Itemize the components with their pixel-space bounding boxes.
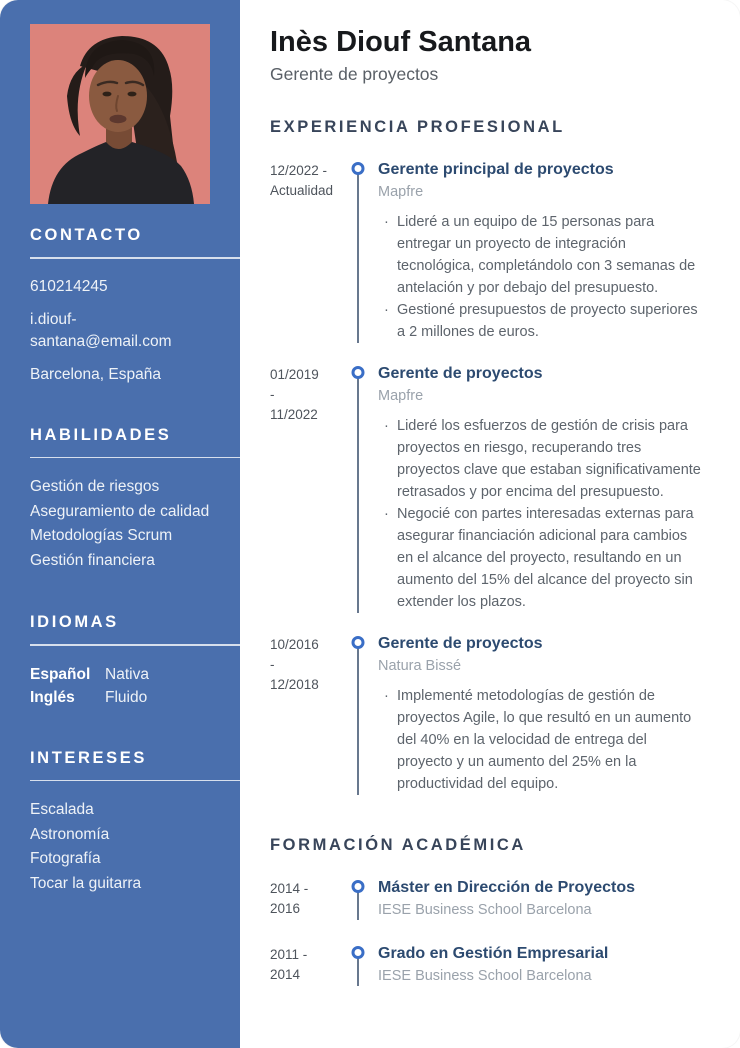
timeline-marker <box>346 160 370 343</box>
timeline-line <box>357 892 359 920</box>
language-level: Nativa <box>105 665 149 683</box>
timeline-dot <box>352 880 365 893</box>
person-name: Inès Diouf Santana <box>270 26 532 58</box>
entry-title: Gerente de proyectos <box>378 635 543 653</box>
timeline-line <box>357 648 359 795</box>
bullet-item: · Negocié con partes interesadas externas para asegurar financiación adicional para cambios en el alcance del proyecto, resultando en un aumento del 15% del alcance del proyecto sin extender los plazos. <box>378 503 706 613</box>
bullet-list <box>378 415 706 613</box>
timeline-dot <box>352 946 365 959</box>
timeline-dot <box>352 366 365 379</box>
entry-dates <box>270 364 346 613</box>
entry-date-line: 11/2022 <box>270 407 318 423</box>
experience-section <box>270 118 706 803</box>
timeline-dot <box>352 162 365 175</box>
education-heading: FORMACIÓN ACADÉMICA <box>270 836 526 855</box>
entry-dates <box>270 634 346 795</box>
languages-section <box>30 613 240 709</box>
contact-item: Barcelona, España <box>30 365 161 383</box>
entry-date-line: 12/2018 <box>270 677 319 693</box>
entry-date-line: Actualidad <box>270 183 334 199</box>
entry-dates <box>270 878 346 920</box>
skills-divider <box>30 457 240 459</box>
timeline-line <box>357 174 359 343</box>
profile-photo <box>30 24 210 204</box>
entry-body <box>370 634 706 795</box>
skill-item: Metodologías Scrum <box>30 527 173 544</box>
contact-divider <box>30 257 240 259</box>
entry-date-line: 2014 <box>270 967 301 983</box>
bullet-item: · Gestioné presupuestos de proyecto superiores a 2 millones de euros. <box>378 299 706 343</box>
timeline-line <box>357 378 359 613</box>
entry-title: Gerente principal de proyectos <box>378 161 614 179</box>
timeline-entry <box>270 634 706 803</box>
entry-date-line: 01/2019 <box>270 367 319 383</box>
entry-date-line: 2016 <box>270 901 301 917</box>
entry-body <box>370 364 706 613</box>
interests-list <box>30 798 240 896</box>
interest-item: Astronomía <box>30 825 110 843</box>
timeline-line <box>357 958 359 986</box>
person-job-title: Gerente de proyectos <box>270 64 439 85</box>
entry-body <box>370 878 706 920</box>
entry-title: Grado en Gestión Empresarial <box>378 945 609 963</box>
skills-heading: HABILIDADES <box>30 425 172 444</box>
experience-heading: EXPERIENCIA PROFESIONAL <box>270 118 565 137</box>
timeline-entry <box>270 878 706 944</box>
contact-list <box>30 276 240 386</box>
entry-title: Gerente de proyectos <box>378 365 543 383</box>
interest-item: Tocar la guitarra <box>30 874 142 892</box>
entry-date-line: 10/2016 <box>270 637 319 653</box>
education-section <box>270 836 706 1010</box>
language-row <box>30 686 240 709</box>
entry-dates <box>270 160 346 343</box>
education-entries <box>270 878 706 1010</box>
main-content <box>240 0 740 1048</box>
timeline-entry <box>270 160 706 364</box>
interests-section <box>30 749 240 897</box>
timeline-marker <box>346 364 370 613</box>
contact-heading: CONTACTO <box>30 226 143 244</box>
bullet-list <box>378 685 706 795</box>
entry-title: Máster en Dirección de Proyectos <box>378 879 635 897</box>
experience-entries <box>270 160 706 803</box>
bullet-item: · Lideré los esfuerzos de gestión de crisis para proyectos en riesgo, recuperando tres proyectos clave que estaban significativamente retrasados y por encima del presupuesto. <box>378 415 706 503</box>
entry-body <box>370 160 706 343</box>
interests-heading: INTERESES <box>30 748 147 767</box>
timeline-marker <box>346 634 370 795</box>
entry-date-line: 12/2022 - <box>270 163 328 179</box>
entry-organization: Mapfre <box>378 184 424 201</box>
entry-date-line: 2011 - <box>270 947 308 963</box>
language-row <box>30 663 240 686</box>
skills-section <box>30 426 240 574</box>
skill-item: Aseguramiento de calidad <box>30 502 210 520</box>
language-name: Inglés <box>30 688 75 706</box>
skills-list <box>30 475 240 573</box>
timeline-entry <box>270 944 706 1010</box>
contact-section <box>30 226 240 386</box>
timeline-marker <box>346 944 370 986</box>
timeline-marker <box>346 878 370 920</box>
skill-item: Gestión financiera <box>30 551 155 569</box>
interest-item: Fotografía <box>30 850 101 867</box>
languages-heading: IDIOMAS <box>30 613 119 631</box>
sidebar <box>0 0 240 1048</box>
entry-body <box>370 944 706 986</box>
language-name: Español <box>30 665 91 683</box>
entry-organization: Mapfre <box>378 388 424 405</box>
entry-dates <box>270 944 346 986</box>
skill-item: Gestión de riesgos <box>30 478 160 495</box>
bullet-list <box>378 211 706 343</box>
entry-organization: IESE Business School Barcelona <box>378 902 592 919</box>
interests-divider <box>30 780 240 782</box>
entry-date-line: 2014 - <box>270 881 309 897</box>
entry-date-line: - <box>270 657 275 673</box>
bullet-item: · Implementé metodologías de gestión de proyectos Agile, lo que resultó en un aumento del 40% en la velocidad de entrega del proyecto y un aumento del 25% en la productividad del equipo. <box>378 685 706 795</box>
language-level: Fluido <box>105 688 148 706</box>
languages-list <box>30 663 240 709</box>
languages-divider <box>30 644 240 646</box>
interest-item: Escalada <box>30 801 94 818</box>
bullet-item: · Lideré a un equipo de 15 personas para entregar un proyecto de integración tecnológica, completándolo con 3 semanas de antelación y por debajo del presupuesto. <box>378 211 706 299</box>
entry-date-line: - <box>270 387 275 403</box>
contact-item: i.diouf-santana@email.com <box>30 310 172 350</box>
timeline-entry <box>270 364 706 634</box>
entry-organization: IESE Business School Barcelona <box>378 968 592 985</box>
contact-item: 610214245 <box>30 277 108 295</box>
entry-organization: Natura Bissé <box>378 658 462 675</box>
timeline-dot <box>352 636 365 649</box>
